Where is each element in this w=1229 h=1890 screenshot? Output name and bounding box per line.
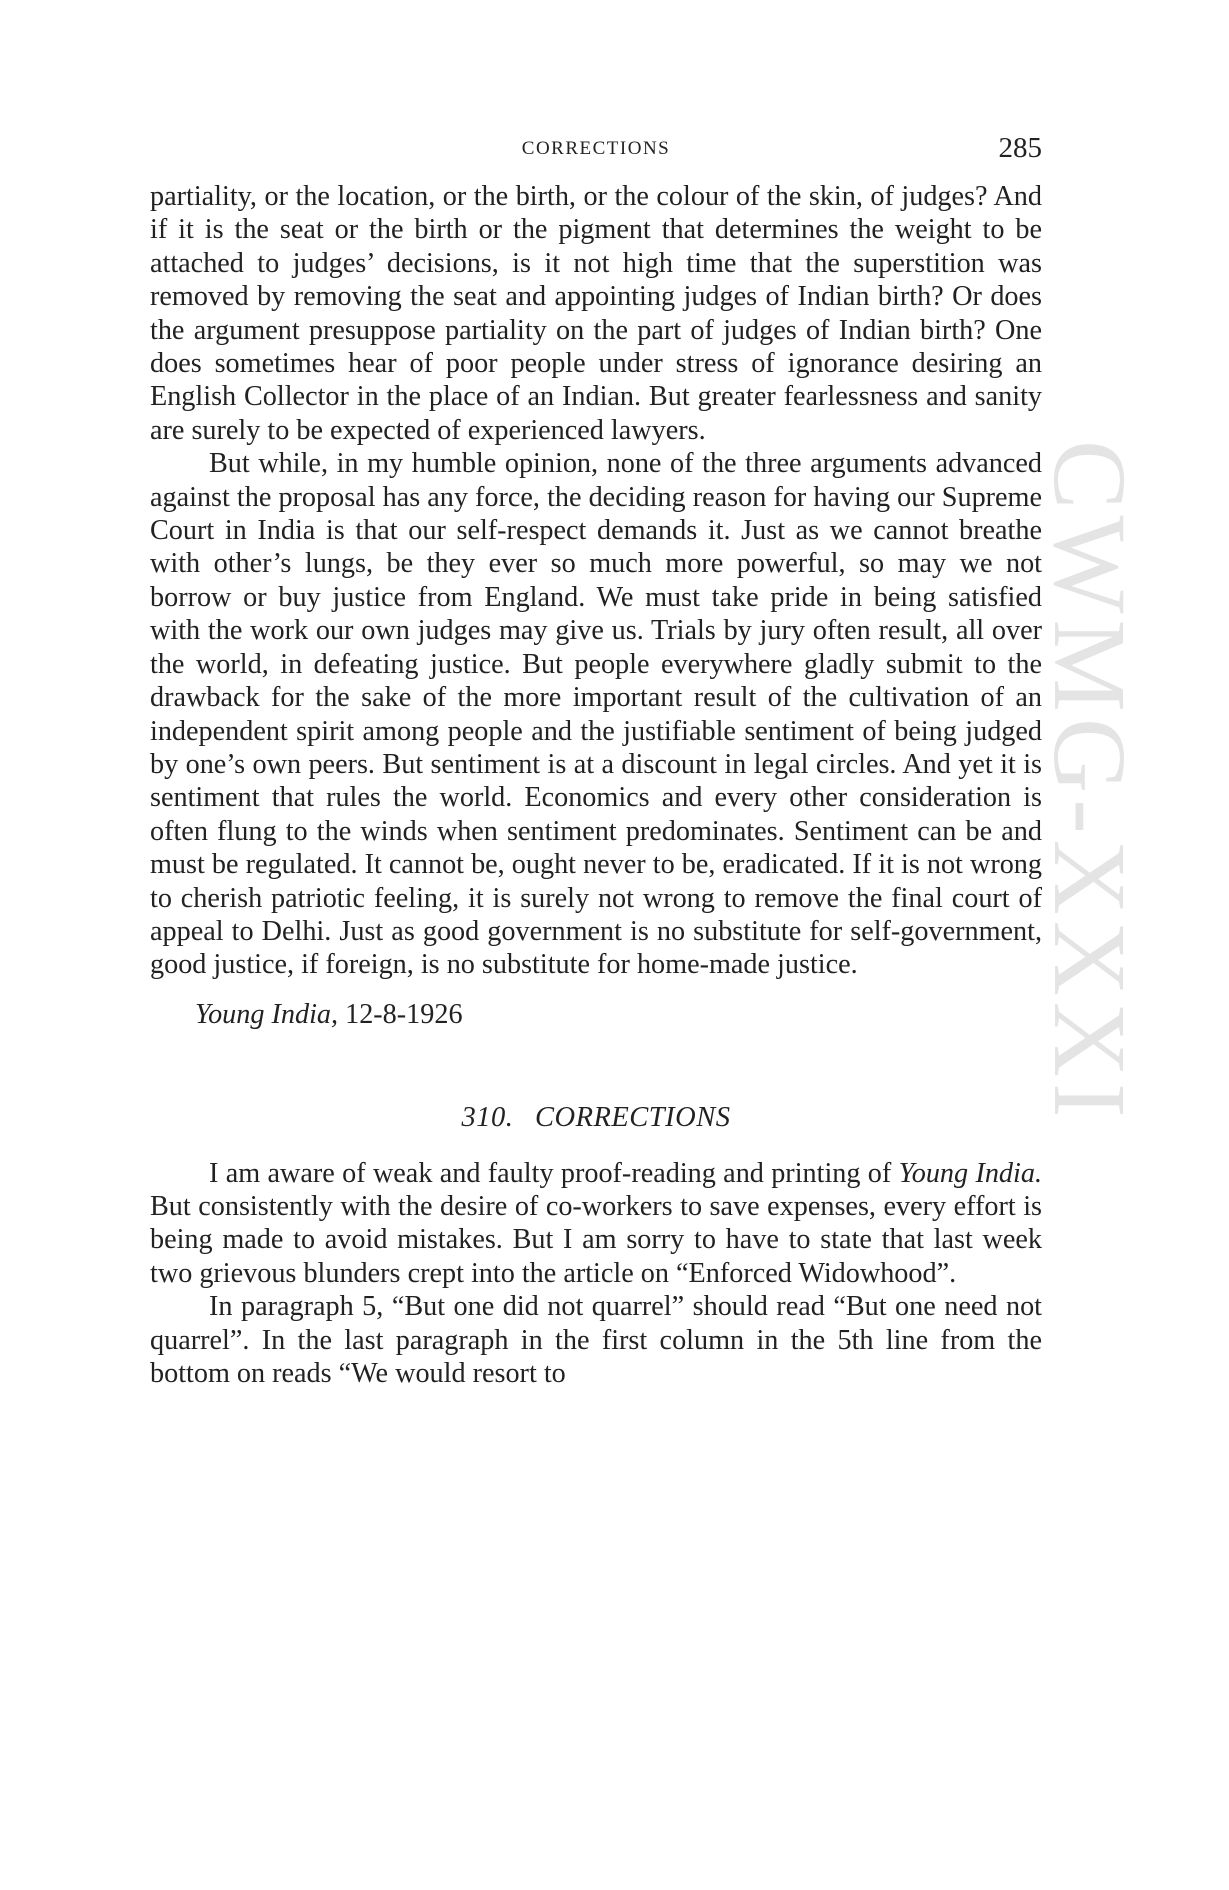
paragraph-lead: I am aware of weak and faulty proof-reading and printing of (209, 1157, 892, 1189)
source-title: Young India, (195, 998, 339, 1030)
article-title: CORRECTIONS (534, 1102, 731, 1134)
paragraph: But while, in my humble opinion, none of the three arguments advanced against the proposal has any force, the deciding reason for having our Supreme Court in India is that our self-respect demands it. Just as we cannot breathe with other’s lungs, be they ever so much more powerful, so may we not borrow or buy justice from England. We must take pride in being satisfied with the work our own judges may give us. Trials by jury often result, all over the world, in defeating justice. But people everywhere gladly submit to the drawback for the sake of the more important result of the cultivation of an independent spirit among people and the justifiable sentiment of being judged by one’s own peers. But sentiment is at a discount in legal circles. And yet it is sentiment that rules the world. Economics and every other consideration is often flung to the winds when sentiment predominates. Sentiment can be and must be regulated. It cannot be, ought never to be, eradicated. If it is not wrong to cherish patriotic feeling, it is surely not wrong to remove the final court of appeal to Delhi. Just as good government is no substitute for self-government, good justice, if foreign, is no substitute for home-made justice. (150, 448, 1042, 981)
article-heading (150, 1101, 1042, 1134)
watermark (1015, 440, 1215, 1460)
page-number: 285 (998, 132, 1042, 164)
article-number: 310. (461, 1102, 514, 1134)
source-date: 12-8-1926 (345, 998, 463, 1030)
source-citation (195, 998, 1042, 1031)
page-body (150, 180, 1042, 1390)
running-head (150, 132, 1042, 172)
running-title: CORRECTIONS (521, 138, 671, 159)
watermark-text: CWMG-XXXI (1032, 440, 1147, 1124)
publication-name: Young India. (898, 1157, 1042, 1189)
paragraph: In paragraph 5, “But one did not quarrel” should read “But one need not quarrel”. In the last paragraph in the first column in the 5th line from the bottom on reads “We would resort to (150, 1291, 1042, 1389)
paragraph: partiality, or the location, or the birth, or the colour of the skin, of judges? And if it is the seat or the birth or the pigment that determines the weight to be attached to judges’ decisions, is it not high time that the superstition was removed by removing the seat and appointing judges of Indian birth? Or does the argument presuppose partiality on the part of judges of Indian birth? One does sometimes hear of poor people under stress of ignorance desiring an English Collector in the place of an Indian. But greater fearlessness and sanity are surely to be expected of experienced lawyers. (150, 181, 1042, 446)
paragraph (150, 1157, 1042, 1291)
paragraph-rest: But consistently with the desire of co-workers to save expenses, every effort is being made to avoid mistakes. But I am sorry to have to state that last week two grievous blunders crept into the article on “Enforced Widowhood”. (150, 1190, 1042, 1289)
